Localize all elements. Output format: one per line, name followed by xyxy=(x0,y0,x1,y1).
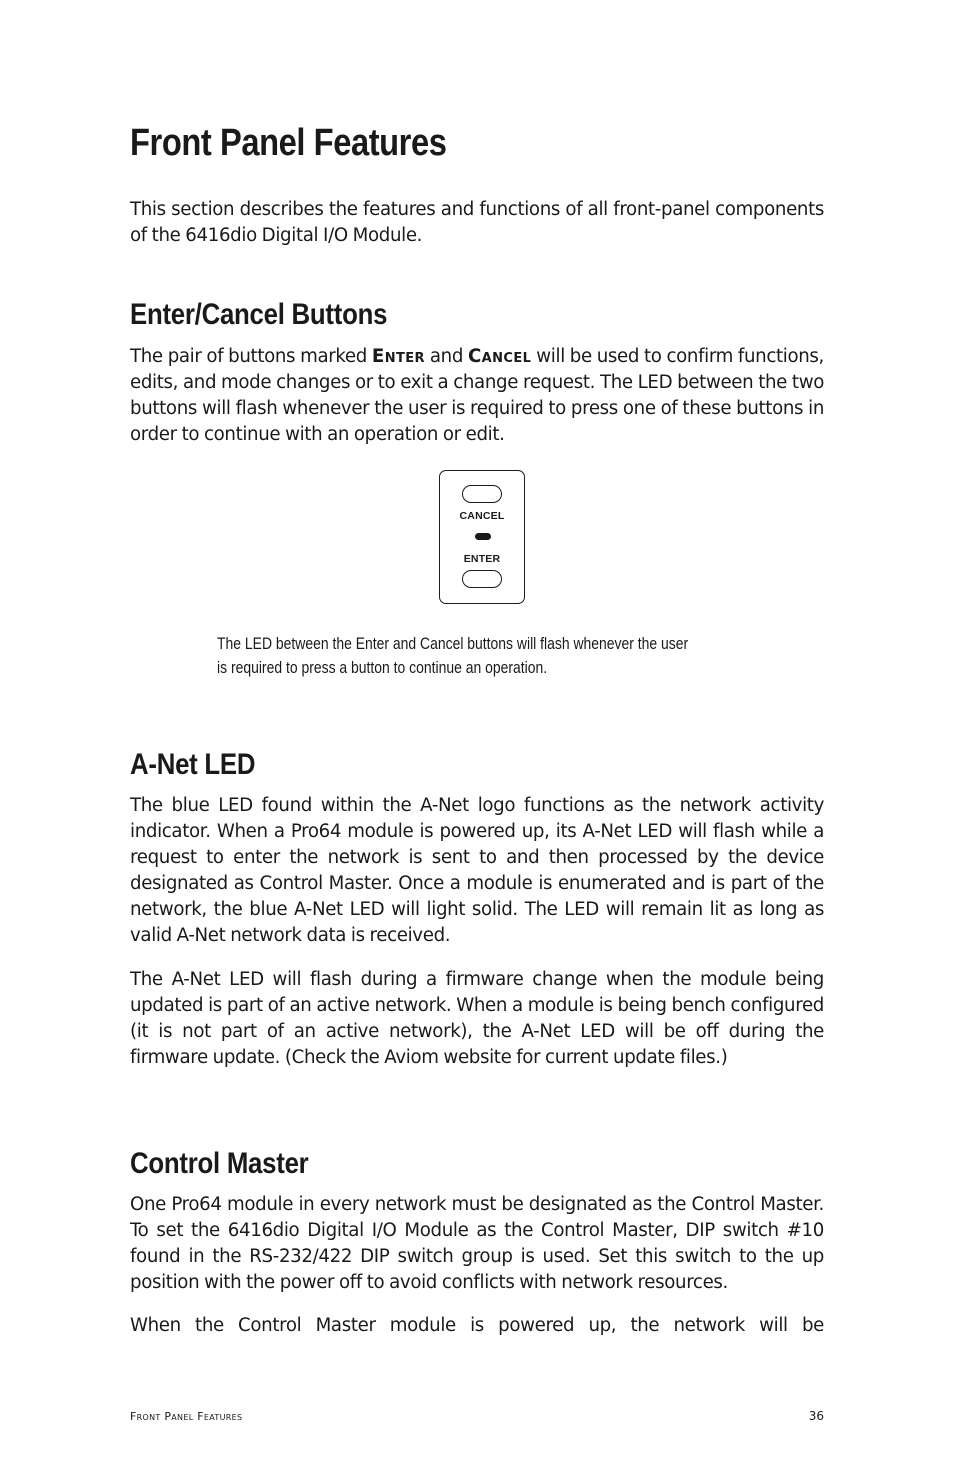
intro-paragraph: This section describes the features and functions of all front-panel components of the 6416dio Digital I/O Module. xyxy=(130,199,824,246)
cancel-term: Cancel xyxy=(467,346,532,367)
figure-caption xyxy=(217,632,689,680)
section-heading-anet-led: A-Net LED xyxy=(130,748,256,781)
enter-label: ENTER xyxy=(463,553,501,565)
control-master-paragraph-1: One Pro64 module in every network must be designated as the Control Master. To set the 6416dio Digital I/O Module as the Control Master, DIP switch #10 found in the RS-232/422 DIP switch group is used. Set this switch to the up position with the power off to avoid conflicts with network resources. xyxy=(130,1194,824,1293)
cancel-button-illustration xyxy=(462,485,502,503)
led-indicator-icon xyxy=(475,533,491,540)
paragraph-text: will be used to confirm functions, edits, and mode changes or to exit a change request. The LED between the two buttons will flash whenever the user is required to press one of these buttons in order to continue with an operation or edit. xyxy=(130,346,824,445)
footer-page-number: 36 xyxy=(808,1409,824,1423)
caption-line: The LED between the Enter and Cancel buttons will flash whenever the user xyxy=(217,634,689,653)
caption-line: is required to press a button to continue an operation. xyxy=(217,658,548,677)
anet-paragraph-1: The blue LED found within the A-Net logo functions as the network activity indicator. When a Pro64 module is powered up, its A-Net LED will flash while a request to enter the network is sent to and then processed by the device designated as Control Master. Once a module is enumerated and is part of the network, the blue A-Net LED will light solid. The LED will remain lit as long as valid A-Net network data is received. xyxy=(130,795,824,946)
enter-term: Enter xyxy=(371,346,425,367)
enter-cancel-paragraph xyxy=(130,344,824,448)
footer-section-name: Front Panel Features xyxy=(130,1410,243,1423)
paragraph-text: The pair of buttons marked xyxy=(130,346,372,367)
section-heading-enter-cancel: Enter/Cancel Buttons xyxy=(130,298,388,331)
control-master-paragraph-2: When the Control Master module is powered up, the network will be xyxy=(130,1315,824,1336)
enter-button-illustration xyxy=(462,570,502,588)
page-title: Front Panel Features xyxy=(130,122,447,164)
paragraph-text: and xyxy=(424,346,468,367)
anet-paragraph-2: The A-Net LED will flash during a firmware change when the module being updated is part of an active network. When a module is being bench configured (it is not part of an active network), the A-Net LED will be off during the firmware update. (Check the Aviom website for current update files.) xyxy=(130,969,824,1068)
section-heading-control-master: Control Master xyxy=(130,1147,309,1180)
button-panel-illustration xyxy=(439,470,525,604)
cancel-label: CANCEL xyxy=(459,510,505,522)
